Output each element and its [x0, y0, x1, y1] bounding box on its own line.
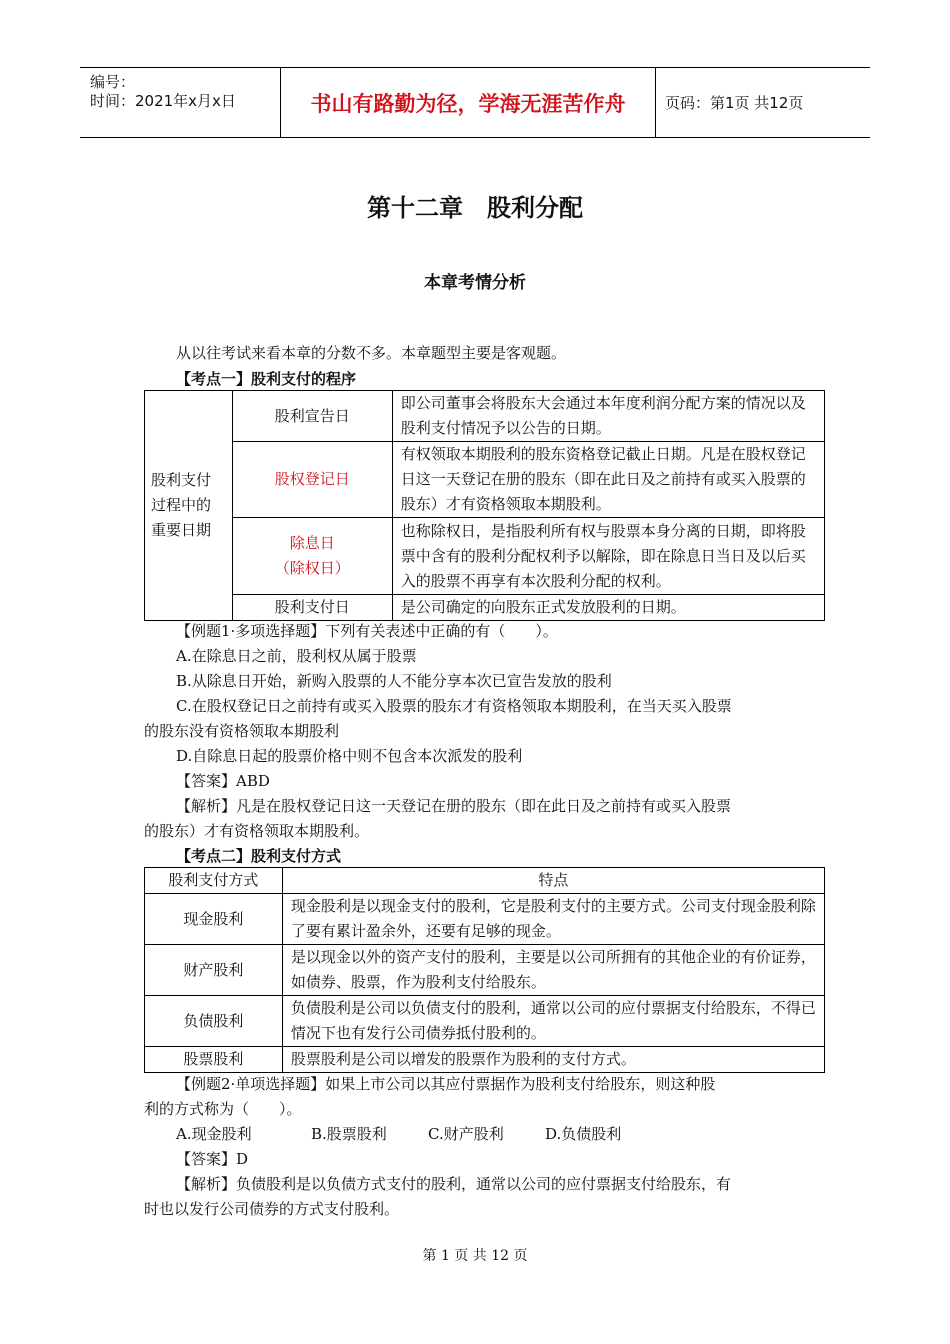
- example2-option: B.股票股利: [311, 1125, 387, 1143]
- column-header: 特点: [282, 868, 824, 894]
- point1-heading: 【考点一】股利支付的程序: [176, 370, 357, 388]
- date-desc: 也称除权日，是指股利所有权与股票本身分离的日期，即将股票中含有的股利分配权利予以解除，即在除息日当日及以后买入的股票不再享有本次股利分配的权利。: [392, 518, 824, 595]
- group-label: 股利支付过程中的重要日期: [145, 391, 233, 621]
- example1-option: C.在股权登记日之前持有或买入股票的股东才有资格领取本期股利，在当天买入股票: [176, 697, 732, 715]
- date-name: 股利宣告日: [232, 391, 392, 442]
- method-desc: 股票股利是公司以增发的股票作为股利的支付方式。: [282, 1047, 824, 1073]
- date-desc: 即公司董事会将股东大会通过本年度利润分配方案的情况以及股利支付情况予以公告的日期。: [392, 391, 824, 442]
- example1-option: A.在除息日之前，股利权从属于股票: [176, 647, 417, 665]
- date-name: 除息日: [289, 534, 335, 552]
- method-name: 现金股利: [145, 894, 283, 945]
- date-name-alt: （除权日）: [274, 559, 350, 577]
- table-row: [145, 391, 825, 442]
- number-label: 编号：: [90, 73, 136, 91]
- table-row: [145, 996, 825, 1047]
- page-header: [80, 67, 870, 138]
- methods-table: [144, 867, 825, 1073]
- method-name: 股票股利: [145, 1047, 283, 1073]
- column-header: 股利支付方式: [145, 868, 283, 894]
- example1-answer: 【答案】ABD: [176, 772, 270, 790]
- method-name: 财产股利: [145, 945, 283, 996]
- method-desc: 负债股利是公司以负债支付的股利，通常以公司的应付票据支付给股东，不得已情况下也有发行公司债券抵付股利的。: [282, 996, 824, 1047]
- date-name-cell: [232, 518, 392, 595]
- time-label: 时间：2021年x月x日: [90, 92, 236, 110]
- table-row: [145, 442, 825, 518]
- table-row: [145, 894, 825, 945]
- example2-analysis: 【解析】负债股利是以负债方式支付的股利，通常以公司的应付票据支付给股东，有: [176, 1175, 732, 1193]
- intro-paragraph: 从以往考试来看本章的分数不多。本章题型主要是客观题。: [176, 344, 567, 362]
- method-desc: 是以现金以外的资产支付的股利，主要是以公司所拥有的其他企业的有价证券，如债券、股票，作为股利支付给股东。: [282, 945, 824, 996]
- method-name: 负债股利: [145, 996, 283, 1047]
- date-name: 股利支付日: [232, 595, 392, 621]
- table-header-row: [145, 868, 825, 894]
- header-motto: 书山有路勤为径，学海无涯苦作舟: [280, 68, 656, 137]
- point2-heading: 【考点二】股利支付方式: [176, 847, 342, 865]
- example2-option: C.财产股利: [428, 1125, 504, 1143]
- chapter-title: 第十二章 股利分配: [367, 194, 583, 222]
- section-subtitle: 本章考情分析: [424, 273, 526, 293]
- table-row: [145, 518, 825, 595]
- header-page-info: 页码：第1页 共12页: [665, 94, 804, 112]
- example2-question: 【例题2·单项选择题】如果上市公司以其应付票据作为股利支付给股东，则这种股: [176, 1075, 716, 1093]
- example1-option: B.从除息日开始，新购入股票的人不能分享本次已宣告发放的股利: [176, 672, 612, 690]
- example1-question: 【例题1·多项选择题】下列有关表述中正确的有（ ）。: [176, 622, 558, 640]
- date-desc: 是公司确定的向股东正式发放股利的日期。: [392, 595, 824, 621]
- example2-answer: 【答案】D: [176, 1150, 249, 1168]
- example1-analysis: 【解析】凡是在股权登记日这一天登记在册的股东（即在此日及之前持有或买入股票: [176, 797, 732, 815]
- table-row: [145, 945, 825, 996]
- date-desc: 有权领取本期股利的股东资格登记截止日期。凡是在股权登记日这一天登记在册的股东（即在此日及之前持有或买入股票的股东）才有资格领取本期股利。: [392, 442, 824, 518]
- example1-option-cont: 的股东没有资格领取本期股利: [144, 722, 340, 740]
- table-row: [145, 595, 825, 621]
- example2-analysis-cont: 时也以发行公司债券的方式支付股利。: [144, 1200, 400, 1218]
- page-footer: 第 1 页 共 12 页: [422, 1248, 528, 1264]
- example1-analysis-cont: 的股东）才有资格领取本期股利。: [144, 822, 370, 840]
- example1-option: D.自除息日起的股票价格中则不包含本次派发的股利: [176, 747, 523, 765]
- dates-table: [144, 390, 825, 621]
- method-desc: 现金股利是以现金支付的股利，它是股利支付的主要方式。公司支付现金股利除了要有累计盈余外，还要有足够的现金。: [282, 894, 824, 945]
- example2-option: D.负债股利: [545, 1125, 622, 1143]
- table-row: [145, 1047, 825, 1073]
- example2-question-cont: 利的方式称为（ ）。: [144, 1100, 302, 1118]
- header-meta: [80, 68, 280, 137]
- date-name: 股权登记日: [232, 442, 392, 518]
- example2-option: A.现金股利: [176, 1125, 252, 1143]
